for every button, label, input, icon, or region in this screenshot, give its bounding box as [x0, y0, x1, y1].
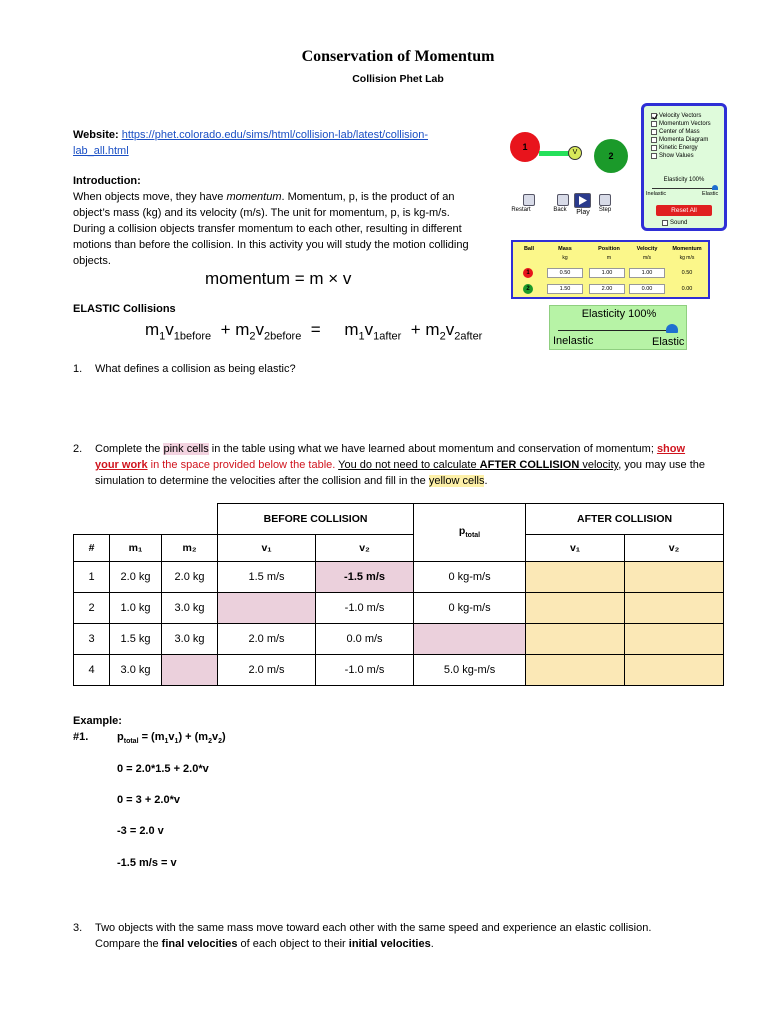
- before-collision-header: BEFORE COLLISION: [218, 504, 414, 535]
- position-input-ball-1[interactable]: 1.00: [589, 268, 625, 278]
- elasticity-slider-thumb[interactable]: [712, 185, 718, 190]
- checkbox-list: [651, 112, 711, 160]
- eq-sub: 2: [249, 330, 256, 343]
- checkbox-label: Momentum Vectors: [659, 121, 711, 127]
- eq-sub: 1before: [173, 330, 212, 343]
- back-button[interactable]: [557, 194, 569, 206]
- eq-v: v: [255, 320, 265, 339]
- q3-bold: final velocities: [161, 938, 238, 950]
- intro-line: During a collision objects transfer momentum to each other, resulting in different: [73, 223, 462, 235]
- q2-text: , you may use the: [618, 459, 706, 471]
- col-v1: v₁: [218, 535, 316, 562]
- ball-1[interactable]: 1: [510, 132, 540, 162]
- intro-line: motions than before the collision. In this activity you will study the motion colliding: [73, 239, 469, 251]
- cell-m1: 2.0 kg: [110, 562, 162, 593]
- cell-m2: 2.0 kg: [162, 562, 218, 593]
- checkbox-box: [651, 121, 657, 127]
- cell-ptotal: 0 kg-m/s: [414, 593, 526, 624]
- unit-velocity: m/s: [642, 255, 652, 261]
- mass-input-ball-2[interactable]: 1.50: [547, 284, 583, 294]
- cell-v2: -1.0 m/s: [316, 593, 414, 624]
- panel-ball-2: 2: [523, 284, 533, 294]
- elasticity-label: Elasticity 100%: [663, 177, 705, 183]
- big-elastic-label: Elastic: [652, 336, 685, 348]
- table-header-row: [74, 535, 724, 562]
- q2-your-work: your work: [95, 459, 148, 471]
- restart-button[interactable]: [523, 194, 535, 206]
- ptotal-p: p: [458, 525, 466, 538]
- introduction: [73, 173, 513, 269]
- question-2-text: [95, 441, 725, 489]
- velocity-input-ball-2[interactable]: 0.00: [629, 284, 665, 294]
- intro-text: . Momentum, p, is the product of an: [281, 191, 455, 203]
- question-3-text: [95, 920, 735, 952]
- momentum-value-ball-1: 0.50: [681, 270, 693, 276]
- example-line-5: -1.5 m/s = v: [117, 857, 177, 869]
- table-header-row-top: [74, 504, 724, 535]
- question-1-number: 1.: [73, 363, 83, 375]
- website-link-line1[interactable]: https://phet.colorado.edu/sims/html/collision-lab/latest/collision-: [121, 129, 429, 141]
- ex-sub: 2: [208, 738, 212, 746]
- example-number: #1.: [73, 731, 89, 743]
- play-label: Play: [576, 209, 590, 216]
- inelastic-label: Inelastic: [646, 191, 667, 197]
- unit-momentum: kg m/s: [679, 255, 695, 261]
- col-head-ball: Ball: [523, 246, 535, 252]
- eq-m: m: [235, 320, 250, 339]
- checkbox-label: Momenta Diagram: [659, 137, 709, 143]
- checkbox-label: Kinetic Energy: [659, 145, 698, 151]
- restart-label: Restart: [511, 207, 531, 213]
- q2-text: simulation to determine the velocities after the collision and fill in the: [95, 475, 429, 487]
- col-head-mass: Mass: [558, 246, 572, 252]
- cell-m1: 1.0 kg: [110, 593, 162, 624]
- intro-line: objects.: [73, 255, 111, 267]
- ex-text: v: [168, 731, 175, 743]
- cell-after-v1[interactable]: [526, 624, 625, 655]
- big-slider-thumb[interactable]: [666, 324, 678, 333]
- eq-v: v: [165, 320, 174, 339]
- cell-ptotal: 0 kg-m/s: [414, 562, 526, 593]
- col-head-velocity: Velocity: [636, 246, 658, 252]
- check-icon: [651, 113, 657, 119]
- checkbox-label: Sound: [670, 220, 688, 226]
- eq-v: v: [364, 320, 374, 339]
- eq-plus: +: [220, 320, 231, 339]
- page-subtitle: Collision Phet Lab: [352, 73, 444, 85]
- col-num: #: [74, 535, 110, 562]
- eq-v: v: [445, 320, 455, 339]
- cell-num: 3: [74, 624, 110, 655]
- eq-sub: 2before: [264, 330, 302, 343]
- website-link-line2[interactable]: lab_all.html: [73, 145, 129, 157]
- reset-all-button[interactable]: Reset All: [656, 205, 712, 216]
- intro-line: object’s mass (kg) and its velocity (m/s). The unit for momentum, p, is kg-m/s.: [73, 207, 450, 219]
- table-row: [74, 562, 724, 593]
- checkbox-sound[interactable]: [662, 219, 687, 227]
- col-after-v1: v₁: [526, 535, 625, 562]
- sim-ball-1-wrap: [510, 132, 540, 162]
- cell-num: 1: [74, 562, 110, 593]
- q3-bold: initial velocities: [348, 938, 431, 950]
- eq-m: m: [145, 320, 160, 339]
- q2-text: .: [484, 475, 488, 487]
- checkbox-box: [651, 153, 657, 159]
- eq-sub: 1after: [373, 330, 402, 343]
- q2-text: in the table using what we have learned about momentum and conservation of momentum;: [208, 443, 657, 455]
- playback-controls: [508, 193, 623, 219]
- play-icon: [575, 194, 590, 207]
- momentum-formula: momentum = m × v: [205, 269, 352, 288]
- table-row: [74, 655, 724, 686]
- col-after-v2: v₂: [625, 535, 724, 562]
- intro-heading: Introduction:: [73, 175, 141, 187]
- cell-num: 4: [74, 655, 110, 686]
- cell-after-v2[interactable]: [625, 655, 724, 686]
- page-title: Conservation of Momentum: [301, 48, 495, 65]
- q2-after-collision: AFTER COLLISION: [479, 459, 580, 471]
- q2-red-text: in the space provided below the table.: [147, 459, 339, 471]
- checkbox-momenta-diagram[interactable]: [651, 136, 711, 144]
- ex-sub: total: [123, 738, 139, 746]
- example-line-3: 0 = 3 + 2.0*v: [117, 794, 180, 806]
- website-label: Website:: [73, 129, 119, 141]
- q2-show: show: [656, 443, 686, 455]
- question-3-number: 3.: [73, 922, 83, 934]
- cell-v2: -1.0 m/s: [316, 655, 414, 686]
- eq-sub: 2: [439, 330, 446, 343]
- elasticity-slider-track[interactable]: [652, 188, 718, 189]
- example-heading: Example:: [73, 715, 122, 727]
- collision-table: [73, 503, 724, 686]
- eq-sub: 1: [159, 330, 166, 343]
- elastic-label: Elastic: [702, 191, 719, 197]
- unit-mass: kg: [562, 255, 568, 261]
- cell-after-v2[interactable]: [625, 624, 724, 655]
- q2-pink-highlight: pink cells: [163, 443, 209, 455]
- eq-m: m: [425, 320, 440, 339]
- sim-ball-2-wrap: [594, 139, 628, 173]
- ball-values-panel: [511, 240, 710, 299]
- momentum-value-ball-2: 0.00: [681, 286, 693, 292]
- empty-header: [74, 504, 218, 535]
- question-2-number: 2.: [73, 443, 83, 455]
- checkbox-momentum-vectors[interactable]: [651, 120, 711, 128]
- sim-options-panel: [641, 103, 727, 231]
- cell-num: 2: [74, 593, 110, 624]
- col-v2: v₂: [316, 535, 414, 562]
- website-block: [73, 127, 473, 159]
- eq-sub: 1: [358, 330, 365, 343]
- table-row: [74, 593, 724, 624]
- ex-sub: 1: [174, 738, 179, 746]
- intro-emphasis: momentum: [226, 191, 282, 203]
- big-slider-track[interactable]: [558, 330, 678, 331]
- ex-sub: 1: [164, 738, 169, 746]
- checkbox-label: Velocity Vectors: [659, 113, 702, 119]
- mass-input-ball-1[interactable]: 0.50: [547, 268, 583, 278]
- cell-v2-answer[interactable]: -1.5 m/s: [316, 562, 414, 593]
- col-m2: m₂: [162, 535, 218, 562]
- conservation-equation: [145, 320, 482, 342]
- col-m1: m₁: [110, 535, 162, 562]
- eq-plus: +: [410, 320, 421, 339]
- step-label: Step: [598, 207, 612, 213]
- ex-text: ) + (m: [178, 731, 209, 743]
- big-inelastic-label: Inelastic: [553, 335, 594, 347]
- q3-line-1: Two objects with the same mass move toward each other with the same speed and experience an elastic collision.: [95, 922, 652, 934]
- cell-v1: 2.0 m/s: [218, 624, 316, 655]
- cell-m2: 3.0 kg: [162, 624, 218, 655]
- ptotal-header: [414, 504, 526, 562]
- ex-sub: 2: [218, 738, 223, 746]
- after-collision-header: AFTER COLLISION: [526, 504, 724, 535]
- elastic-heading: ELASTIC Collisions: [73, 303, 176, 315]
- unit-position: m: [606, 255, 612, 261]
- ex-text: ): [222, 731, 226, 743]
- checkbox-box: [651, 129, 657, 135]
- question-1-text: What defines a collision as being elastic?: [95, 363, 296, 375]
- big-elasticity-label: Elasticity 100%: [581, 308, 657, 320]
- ptotal-sub: total: [465, 532, 481, 540]
- cell-ptotal-answer[interactable]: [414, 624, 526, 655]
- checkbox-show-values[interactable]: [651, 152, 711, 160]
- cell-ptotal: 5.0 kg-m/s: [414, 655, 526, 686]
- q2-text: Complete the: [95, 443, 164, 455]
- example-line-2: 0 = 2.0*1.5 + 2.0*v: [117, 763, 209, 775]
- ex-text: v: [212, 731, 219, 743]
- eq-m: m: [344, 320, 359, 339]
- cell-v1: 1.5 m/s: [218, 562, 316, 593]
- play-button[interactable]: [574, 193, 591, 208]
- checkbox-label: Center of Mass: [659, 129, 700, 135]
- cell-v1-answer[interactable]: [218, 593, 316, 624]
- example-line-1: [117, 731, 226, 745]
- ex-text: = (m: [138, 731, 165, 743]
- q2-underlined: velocity: [579, 459, 619, 471]
- q3-text: of each object to their: [237, 938, 349, 950]
- q3-text: Compare the: [95, 938, 162, 950]
- cell-after-v2[interactable]: [625, 593, 724, 624]
- eq-sub: 2after: [454, 330, 483, 343]
- cell-after-v1[interactable]: [526, 562, 625, 593]
- cell-m1: 1.5 kg: [110, 624, 162, 655]
- col-head-momentum: Momentum: [672, 246, 702, 252]
- q2-underlined: You do not need to calculate: [338, 459, 480, 471]
- q3-text: .: [430, 938, 434, 950]
- velocity-vector-handle[interactable]: V: [568, 146, 582, 160]
- col-head-position: Position: [598, 246, 620, 252]
- ball-2[interactable]: 2: [594, 139, 628, 173]
- elasticity-slider-zoom: [549, 305, 687, 350]
- checkbox-box: [662, 220, 668, 226]
- table-row: [74, 624, 724, 655]
- example-line-4: -3 = 2.0 v: [117, 825, 164, 837]
- checkbox-label: Show Values: [659, 153, 694, 159]
- eq-equals: =: [310, 320, 321, 339]
- checkbox-box: [651, 137, 657, 143]
- q2-yellow-highlight: yellow cells: [428, 475, 485, 487]
- position-input-ball-2[interactable]: 2.00: [589, 284, 625, 294]
- cell-m1: 3.0 kg: [110, 655, 162, 686]
- cell-after-v1[interactable]: [526, 593, 625, 624]
- checkbox-kinetic-energy[interactable]: [651, 144, 711, 152]
- checkbox-center-of-mass[interactable]: [651, 128, 711, 136]
- panel-ball-1: 1: [523, 268, 533, 278]
- cell-m2: 3.0 kg: [162, 593, 218, 624]
- checkbox-velocity-vectors[interactable]: [651, 112, 711, 120]
- cell-after-v2[interactable]: [625, 562, 724, 593]
- ex-p: p: [117, 731, 124, 743]
- checkbox-box: [651, 145, 657, 151]
- step-button[interactable]: [599, 194, 611, 206]
- intro-text: When objects move, they have: [73, 191, 227, 203]
- cell-after-v1[interactable]: [526, 655, 625, 686]
- back-label: Back: [553, 207, 567, 213]
- cell-v1: 2.0 m/s: [218, 655, 316, 686]
- velocity-input-ball-1[interactable]: 1.00: [629, 268, 665, 278]
- cell-v2: 0.0 m/s: [316, 624, 414, 655]
- cell-m2-answer[interactable]: [162, 655, 218, 686]
